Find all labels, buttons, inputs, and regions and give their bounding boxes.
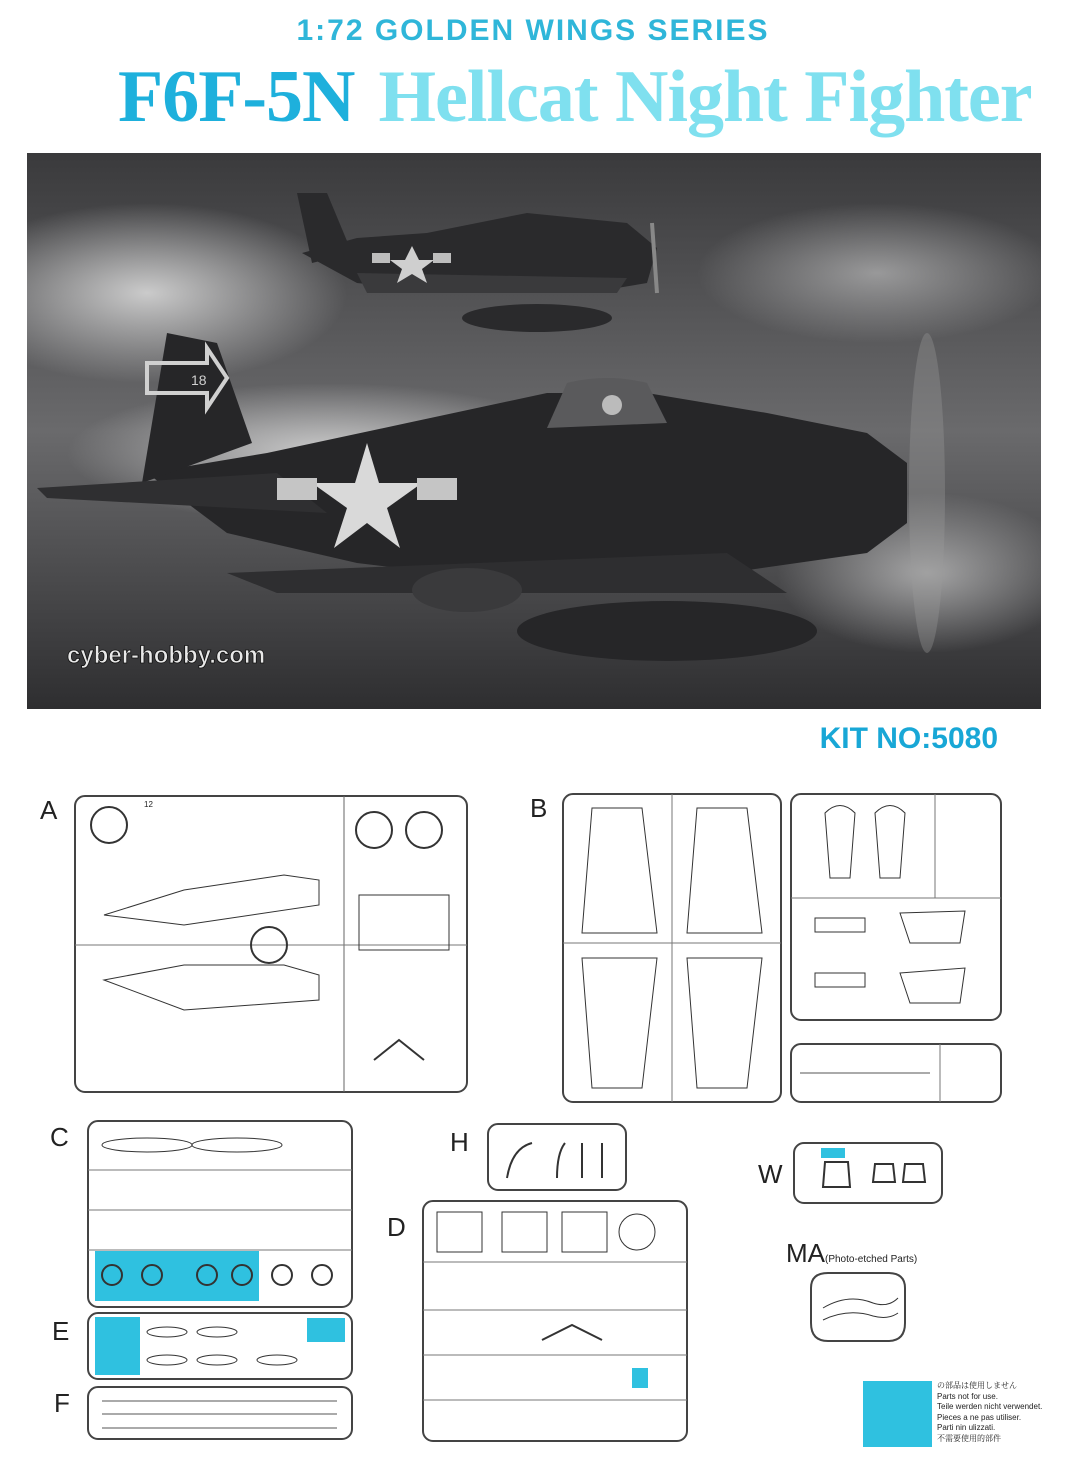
sprue-letter-e: E — [52, 1316, 70, 1346]
sprue-letter-ma: MA — [786, 1238, 825, 1268]
sprue-letter-d: D — [387, 1212, 406, 1242]
watermark-logo: cyber-hobby.com — [67, 642, 266, 669]
legend-line: Parti nin ulizzati. — [937, 1423, 996, 1433]
sprue-b-tail-diagram — [790, 793, 1002, 1021]
sprue-letter-c: C — [50, 1122, 69, 1152]
kit-title — [118, 55, 1032, 140]
sprue-letter-a: A — [40, 795, 58, 825]
sprue-c-diagram — [87, 1120, 353, 1308]
cloud — [697, 203, 1041, 343]
sprue-b-wing-diagram — [562, 793, 782, 1103]
photo-etch-subtitle: (Photo-etched Parts) — [825, 1254, 918, 1265]
sprue-a-diagram — [74, 795, 468, 1093]
aircraft-name: Hellcat Night Fighter — [378, 56, 1032, 138]
sprue-letter-f: F — [54, 1388, 70, 1418]
unused-parts-legend — [937, 1381, 1062, 1445]
photo-etch-fret — [803, 1268, 913, 1346]
model-name: F6F-5N — [118, 56, 355, 138]
sprue-w-diagram — [793, 1142, 943, 1204]
sprue-f-diagram — [87, 1386, 353, 1440]
svg-text:12: 12 — [144, 800, 153, 809]
legend-line: Teile werden nicht verwendet. — [937, 1402, 1043, 1412]
legend-line: Parts not for use. — [937, 1391, 998, 1401]
legend-line: 不需要使用的部件 — [937, 1433, 1001, 1443]
sprue-e-diagram — [87, 1312, 353, 1380]
box-art-image — [27, 153, 1041, 709]
legend-line: の部品は使用しません — [937, 1381, 1017, 1390]
sprue-letter-b: B — [530, 793, 548, 823]
sprue-letter-w: W — [758, 1159, 783, 1189]
tail-number: 18 — [191, 372, 207, 388]
sprue-b-small-parts — [790, 1043, 1002, 1103]
kit-number: KIT NO:5080 — [819, 722, 998, 755]
sprue-h-diagram — [487, 1123, 627, 1191]
sprue-d-diagram — [422, 1200, 688, 1442]
legend-line: Pieces a ne pas utiliser. — [937, 1412, 1022, 1422]
series-title: 1:72 GOLDEN WINGS SERIES — [296, 14, 770, 47]
sprue-letter-h: H — [450, 1127, 469, 1157]
photo-etch-label — [786, 1238, 917, 1269]
unused-parts-color-swatch — [863, 1381, 932, 1447]
